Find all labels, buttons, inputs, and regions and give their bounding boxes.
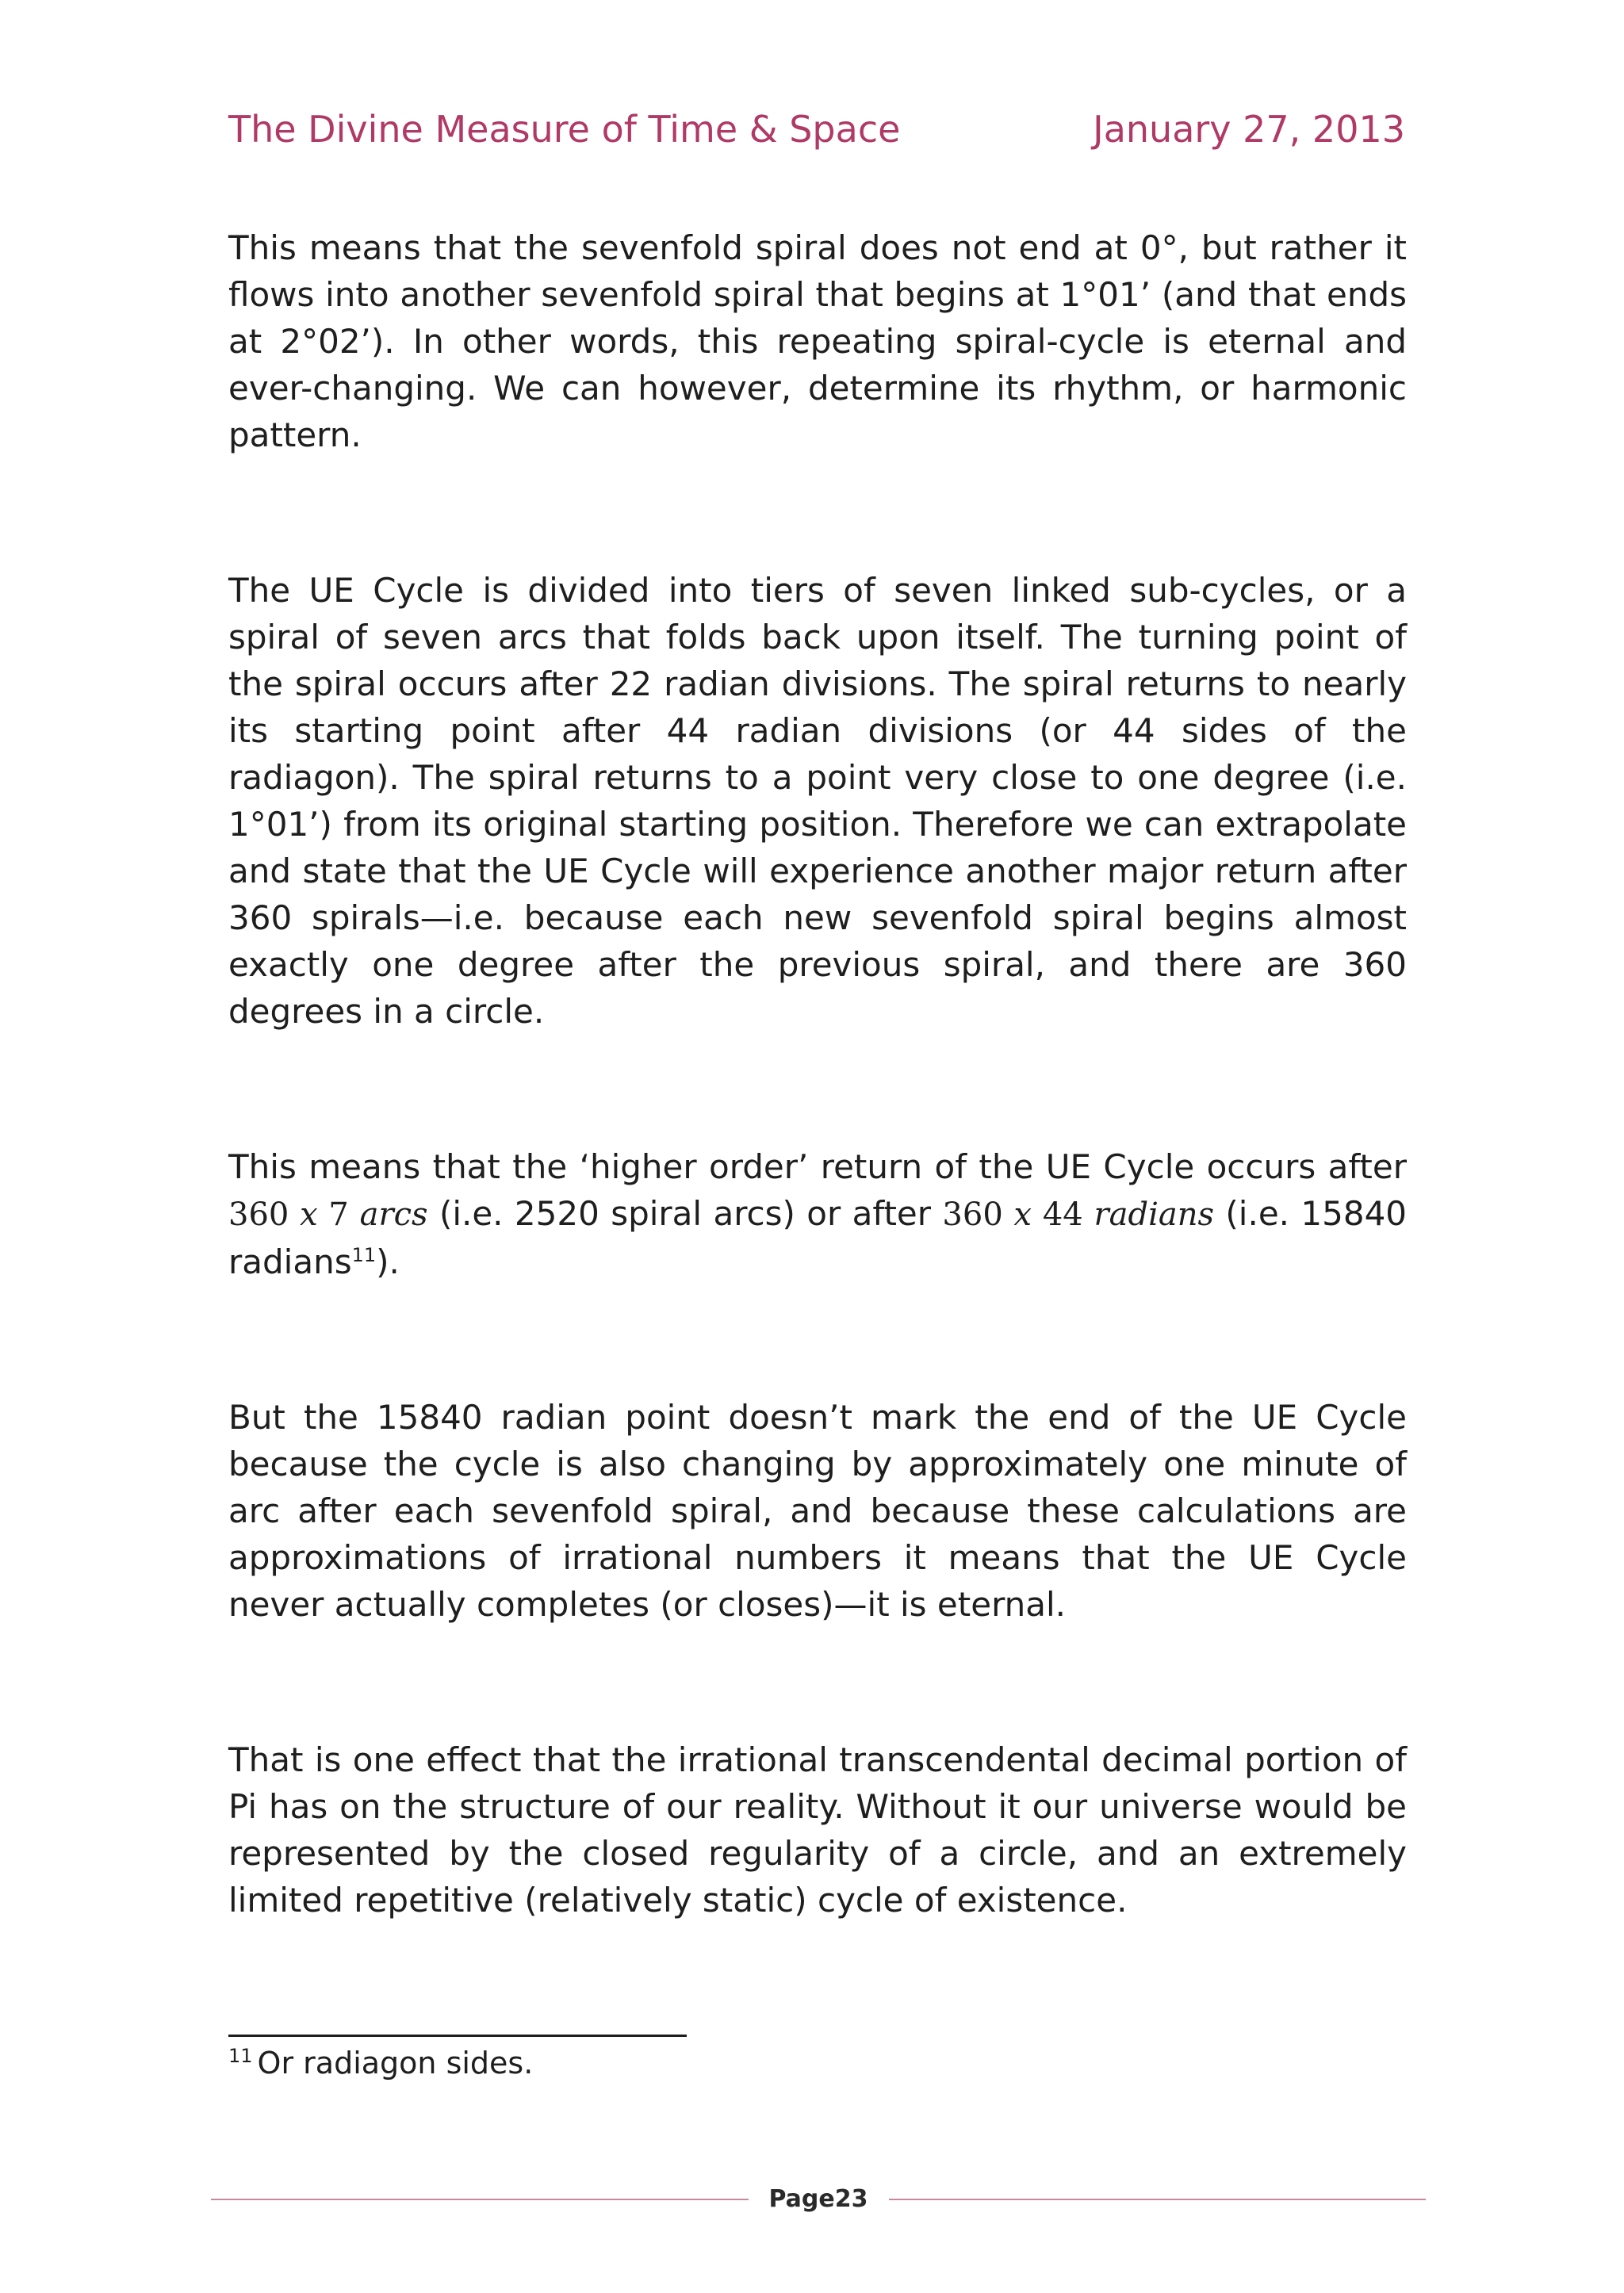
- page-footer: [211, 2185, 1426, 2213]
- paragraph-3-text-2: (i.e. 2520 spiral arcs) or after: [427, 1194, 943, 1233]
- footnote-text: Or radiagon sides.: [257, 2046, 534, 2081]
- paragraph-2: The UE Cycle is divided into tiers of seven linked sub-cycles, or a spiral of seven arcs that folds back upon itself. The turning point of the spiral occurs after 22 radian divisions. The spiral returns to nearly its starting point after 44 radian divisions (or 44 sides of the radiagon). The spiral returns to a point very close to one degree (i.e. 1°01’) from its original starting position. Therefore we can extrapolate and state that the UE Cycle will experience another major return after 360 spirals—i.e. because each new sevenfold spiral begins almost exactly one degree after the previous spiral, and there are 360 degrees in a circle.: [228, 571, 1407, 1031]
- document-title: The Divine Measure of Time & Space: [228, 108, 901, 151]
- footnote-number: 11: [228, 2045, 253, 2068]
- footnote-divider: [228, 2035, 687, 2037]
- footer-rule-left: [211, 2199, 749, 2200]
- footnote: [228, 2042, 533, 2084]
- paragraph-1: This means that the sevenfold spiral does not end at 0°, but rather it flows into another sevenfold spiral that begins at 1°01’ (and that ends at 2°02’). In other words, this repeating spiral-cycle is eternal and ever-changing. We can however, determine its rhythm, or harmonic pattern.: [228, 228, 1407, 454]
- paragraph-5: That is one effect that the irrational transcendental decimal portion of Pi has on the structure of our reality. Without it our universe would be represented by the closed regularity of a circle, and an extremely limited repetitive (relatively static) cycle of existence.: [228, 1740, 1407, 1920]
- paragraph-3-text-4: ).: [376, 1242, 400, 1281]
- document-date: January 27, 2013: [1093, 108, 1405, 151]
- body-text: [228, 224, 1407, 2032]
- footer-rule-right: [889, 2199, 1427, 2200]
- paragraph-3: [228, 1143, 1407, 1285]
- page-header: [228, 108, 1405, 151]
- math-expression-radians: 360 x 44 radians: [942, 1196, 1215, 1233]
- page-number: Page23: [768, 2185, 868, 2213]
- footnote-reference[interactable]: 11: [351, 1244, 377, 1266]
- paragraph-3-text-1: This means that the ‘higher order’ return of the UE Cycle occurs after: [228, 1147, 1407, 1186]
- math-expression-arcs: 360 x 7 arcs: [228, 1196, 428, 1233]
- paragraph-3-text-3: (i.e. 15840 radians: [228, 1194, 1408, 1281]
- paragraph-4: But the 15840 radian point doesn’t mark the end of the UE Cycle because the cycle is also changing by approximately one minute of arc after each sevenfold spiral, and because these calculations are approximations of irrational numbers it means that the UE Cycle never actually completes (or closes)—it is eternal.: [228, 1398, 1407, 1624]
